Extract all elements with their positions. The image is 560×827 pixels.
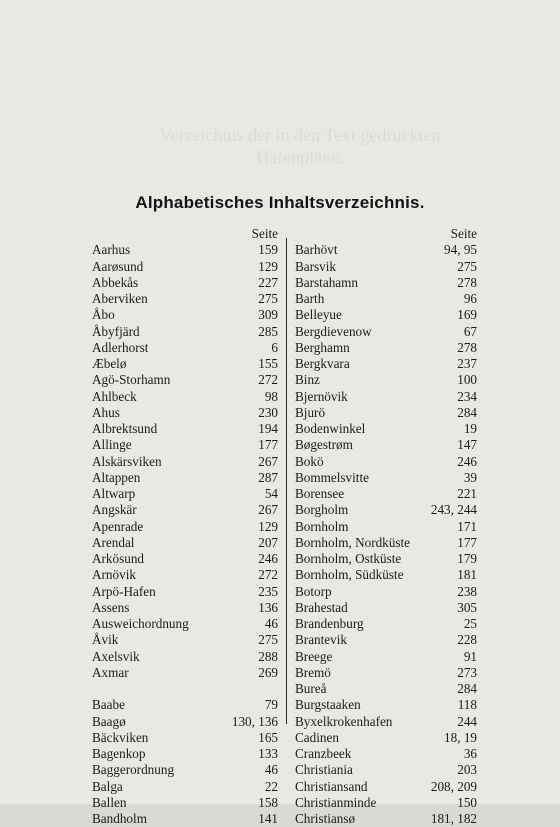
entry-page-number: 22 xyxy=(264,778,278,794)
entry-name: Altappen xyxy=(92,469,141,485)
entry-name: Berghamn xyxy=(295,339,350,355)
index-entry xyxy=(295,275,477,291)
show-through-line-1: Verzeichnis der in den Text gedruckten xyxy=(159,125,441,145)
entry-name: Belleyue xyxy=(295,307,342,323)
entry-page-number: 285 xyxy=(258,323,278,339)
entry-name: Bremö xyxy=(295,664,331,680)
entry-page-number: 150 xyxy=(457,794,477,810)
index-entry xyxy=(92,307,278,323)
entry-name: Brandenburg xyxy=(295,616,364,631)
entry-name: Cadinen xyxy=(295,729,339,745)
entry-name: Allinge xyxy=(92,437,132,453)
entry-page-number: 54 xyxy=(264,486,278,501)
entry-name: Bureå xyxy=(295,681,327,696)
index-entry xyxy=(295,665,477,681)
index-entry xyxy=(92,372,278,388)
index-entry xyxy=(295,307,477,323)
entry-page-number: 246 xyxy=(258,551,278,566)
entry-name: Bergdievenow xyxy=(295,323,372,339)
entry-page-number: 141 xyxy=(258,811,278,826)
entry-name: Arkösund xyxy=(92,551,145,566)
entry-name: Bøgestrøm xyxy=(295,437,353,453)
index-entry xyxy=(295,811,477,827)
entry-page-number: 98 xyxy=(264,388,278,404)
entry-name: Bergkvara xyxy=(295,356,350,371)
entry-name: Æbelø xyxy=(92,356,127,371)
index-entry xyxy=(295,405,477,421)
index-entry xyxy=(92,389,278,405)
entry-page-number: 278 xyxy=(457,339,477,355)
entry-page-number: 267 xyxy=(258,502,278,518)
entry-name: Åvik xyxy=(92,632,119,648)
seite-header-right: Seite xyxy=(450,226,477,241)
index-column-right xyxy=(295,226,477,827)
entry-name: Bornholm, Nordküste xyxy=(295,534,411,550)
entry-name: Baggerordnung xyxy=(92,762,175,778)
entry-name: Christiansand xyxy=(295,778,368,794)
entry-name: Bjurö xyxy=(295,404,326,420)
entry-page-number: 305 xyxy=(457,599,477,615)
entry-page-number: 130, 136 xyxy=(231,713,278,729)
entry-name: Axelsvik xyxy=(92,648,140,664)
index-entry xyxy=(295,567,477,583)
entry-name: Bjernövik xyxy=(295,388,348,404)
entry-page-number: 136 xyxy=(258,599,278,615)
entry-name: Aberviken xyxy=(92,291,148,306)
entry-page-number: 267 xyxy=(258,453,278,469)
entry-page-number: 208, 209 xyxy=(430,778,477,794)
entry-name: Åbo xyxy=(92,307,115,323)
entry-name: Åbyfjärd xyxy=(92,323,140,339)
index-entry xyxy=(92,795,278,811)
entry-name: Baabe xyxy=(92,697,125,713)
entry-page-number: 207 xyxy=(258,534,278,550)
entry-page-number: 284 xyxy=(457,404,477,420)
entry-page-number: 46 xyxy=(264,762,278,778)
entry-name: Ballen xyxy=(92,794,127,810)
entry-name: Bommelsvitte xyxy=(295,469,369,485)
index-entry xyxy=(295,535,477,551)
entry-name: Albrektsund xyxy=(92,421,158,436)
index-entry xyxy=(92,535,278,551)
entry-name: Barhövt xyxy=(295,242,338,258)
entry-page-number: 243, 244 xyxy=(430,502,477,518)
index-entry xyxy=(92,324,278,340)
entry-page-number: 234 xyxy=(457,388,477,404)
index-entry xyxy=(92,470,278,486)
index-entry xyxy=(295,356,477,372)
entry-name: Barsvik xyxy=(295,258,337,274)
entry-name: Brantevik xyxy=(295,632,348,648)
index-entry xyxy=(92,259,278,275)
index-entry xyxy=(295,632,477,648)
entry-page-number: 159 xyxy=(258,242,278,258)
entry-page-number: 94, 95 xyxy=(444,242,477,258)
entry-page-number: 6 xyxy=(271,339,278,355)
entry-name: Ahlbeck xyxy=(92,388,137,404)
entry-page-number: 272 xyxy=(258,567,278,583)
index-entry xyxy=(295,779,477,795)
entry-page-number: 272 xyxy=(258,372,278,388)
entry-page-number: 155 xyxy=(258,356,278,371)
entry-name: Bornholm, Südküste xyxy=(295,567,404,583)
entry-page-number: 19 xyxy=(463,421,477,436)
index-entry xyxy=(295,730,477,746)
index-entry xyxy=(92,665,278,681)
entry-name: Bornholm xyxy=(295,518,349,534)
show-through-line-2: Hafenpläne. xyxy=(256,147,344,167)
index-entry xyxy=(295,519,477,535)
entry-page-number: 228 xyxy=(457,632,477,648)
entry-name: Byxelkrokenhafen xyxy=(295,713,393,729)
entry-name: Altwarp xyxy=(92,486,136,501)
entry-page-number: 129 xyxy=(258,518,278,534)
entry-name: Bornholm, Ostküste xyxy=(295,551,402,566)
entry-page-number: 129 xyxy=(258,258,278,274)
index-entry xyxy=(295,681,477,697)
entry-page-number: 158 xyxy=(258,794,278,810)
entry-page-number: 39 xyxy=(463,469,477,485)
entry-page-number: 147 xyxy=(457,437,477,453)
entry-page-number: 179 xyxy=(457,551,477,566)
index-entry xyxy=(92,584,278,600)
entry-page-number: 169 xyxy=(457,307,477,323)
entry-name: Ahus xyxy=(92,404,120,420)
entry-page-number: 227 xyxy=(258,274,278,290)
index-entry xyxy=(92,697,278,713)
index-entry xyxy=(92,779,278,795)
entry-page-number: 273 xyxy=(457,664,477,680)
entry-page-number: 235 xyxy=(258,583,278,599)
index-entry xyxy=(92,502,278,518)
entry-page-number: 25 xyxy=(463,616,477,631)
entry-page-number: 171 xyxy=(457,518,477,534)
index-entry xyxy=(295,372,477,388)
entry-name: Arnövik xyxy=(92,567,136,583)
entry-page-number: 46 xyxy=(264,616,278,631)
index-entry xyxy=(295,437,477,453)
entry-name: Aarhus xyxy=(92,242,131,258)
entry-name: Bandholm xyxy=(92,811,147,826)
entry-name: Angskär xyxy=(92,502,137,518)
index-entry xyxy=(92,437,278,453)
index-entry xyxy=(92,486,278,502)
entry-name: Barstahamn xyxy=(295,274,358,290)
index-entry xyxy=(295,242,477,258)
index-entry xyxy=(92,340,278,356)
entry-page-number: 203 xyxy=(457,762,477,778)
index-entry xyxy=(92,567,278,583)
entry-name: Christiania xyxy=(295,762,353,778)
entry-name: Assens xyxy=(92,599,130,615)
index-entry xyxy=(295,795,477,811)
index-entry xyxy=(92,746,278,762)
entry-name: Botorp xyxy=(295,583,332,599)
entry-page-number: 238 xyxy=(457,583,477,599)
entry-page-number: 96 xyxy=(463,291,477,306)
index-entry xyxy=(92,356,278,372)
entry-page-number: 284 xyxy=(457,681,477,696)
index-entry xyxy=(295,616,477,632)
index-entry xyxy=(92,275,278,291)
index-entry xyxy=(92,730,278,746)
entry-page-number: 133 xyxy=(258,746,278,761)
entry-name: Agö-Storhamn xyxy=(92,372,171,388)
index-entry xyxy=(92,616,278,632)
entry-page-number: 269 xyxy=(258,664,278,680)
entry-page-number: 309 xyxy=(258,307,278,323)
index-entry xyxy=(295,502,477,518)
index-entry xyxy=(92,714,278,730)
index-entry xyxy=(295,697,477,713)
index-entry xyxy=(92,421,278,437)
entry-name: Cranzbeek xyxy=(295,746,352,761)
index-entry xyxy=(295,584,477,600)
entry-page-number: 275 xyxy=(457,258,477,274)
index-entry xyxy=(92,811,278,827)
entry-name: Binz xyxy=(295,372,320,388)
show-through-heading xyxy=(150,124,450,168)
entry-name: Adlerhorst xyxy=(92,339,149,355)
index-entry xyxy=(92,762,278,778)
index-entry xyxy=(295,324,477,340)
entry-page-number: 18, 19 xyxy=(444,729,477,745)
entry-name: Bäckviken xyxy=(92,729,149,745)
index-entry xyxy=(295,340,477,356)
index-entry xyxy=(92,600,278,616)
entry-page-number: 165 xyxy=(258,729,278,745)
entry-page-number: 246 xyxy=(457,453,477,469)
entry-name: Axmar xyxy=(92,664,129,680)
index-entry xyxy=(92,242,278,258)
entry-name: Alskärsviken xyxy=(92,453,162,469)
entry-name: Ausweichordnung xyxy=(92,616,189,631)
entry-name: Barth xyxy=(295,291,325,306)
entry-name: Balga xyxy=(92,778,123,794)
entry-name: Bodenwinkel xyxy=(295,421,366,436)
entry-page-number: 177 xyxy=(457,534,477,550)
entry-name: Borensee xyxy=(295,486,345,501)
index-entry xyxy=(295,470,477,486)
index-entry xyxy=(295,389,477,405)
entry-page-number: 288 xyxy=(258,648,278,664)
entry-page-number: 275 xyxy=(258,291,278,306)
column-divider xyxy=(286,238,287,724)
entry-name: Arpö-Hafen xyxy=(92,583,156,599)
index-entry xyxy=(92,632,278,648)
entry-page-number: 181, 182 xyxy=(430,811,477,826)
entry-page-number: 275 xyxy=(258,632,278,648)
index-entry xyxy=(92,291,278,307)
entry-name: Aarøsund xyxy=(92,258,144,274)
entry-page-number: 79 xyxy=(264,697,278,713)
entry-page-number: 287 xyxy=(258,469,278,485)
index-entry xyxy=(295,600,477,616)
entry-page-number: 118 xyxy=(457,697,477,713)
entry-page-number: 100 xyxy=(457,372,477,388)
entry-page-number: 91 xyxy=(463,648,477,664)
section-gap xyxy=(92,681,278,697)
index-entry xyxy=(295,486,477,502)
entry-name: Brahestad xyxy=(295,599,348,615)
index-entry xyxy=(295,291,477,307)
entry-page-number: 67 xyxy=(463,323,477,339)
index-entry xyxy=(295,259,477,275)
entry-page-number: 237 xyxy=(457,356,477,371)
index-entry xyxy=(92,551,278,567)
index-entry xyxy=(295,746,477,762)
entry-page-number: 177 xyxy=(258,437,278,453)
index-entry xyxy=(295,551,477,567)
entry-page-number: 230 xyxy=(258,404,278,420)
index-entry xyxy=(92,649,278,665)
index-entry xyxy=(295,454,477,470)
index-entry xyxy=(295,714,477,730)
seite-header-left: Seite xyxy=(251,226,278,241)
index-entry xyxy=(295,762,477,778)
entry-name: Burgstaaken xyxy=(295,697,361,713)
entry-name: Breege xyxy=(295,648,333,664)
entry-name: Abbekås xyxy=(92,274,139,290)
entry-name: Christiansø xyxy=(295,811,356,826)
entry-page-number: 221 xyxy=(457,486,477,501)
entry-name: Arendal xyxy=(92,534,135,550)
entry-name: Bokö xyxy=(295,453,324,469)
entry-page-number: 181 xyxy=(457,567,477,583)
entry-name: Baagø xyxy=(92,713,126,729)
index-entry xyxy=(92,405,278,421)
entry-page-number: 278 xyxy=(457,274,477,290)
index-entry xyxy=(92,454,278,470)
entry-name: Christianminde xyxy=(295,794,377,810)
index-entry xyxy=(295,649,477,665)
entry-name: Bagenkop xyxy=(92,746,146,761)
entry-name: Apenrade xyxy=(92,518,144,534)
entry-page-number: 36 xyxy=(463,746,477,761)
entry-page-number: 244 xyxy=(457,713,477,729)
index-column-left xyxy=(92,226,278,827)
entry-page-number: 194 xyxy=(258,421,278,436)
page-title: Alphabetisches Inhaltsverzeichnis. xyxy=(135,193,425,212)
index-entry xyxy=(295,421,477,437)
index-entry xyxy=(92,519,278,535)
entry-name: Borgholm xyxy=(295,502,349,518)
